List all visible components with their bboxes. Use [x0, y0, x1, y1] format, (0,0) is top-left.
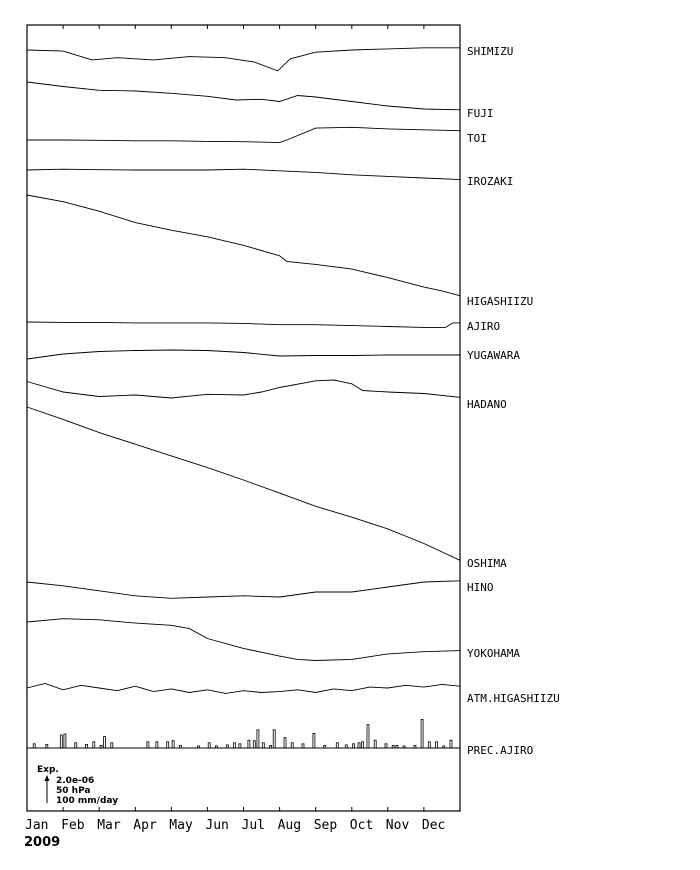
legend-pressure-scale: 50 hPa [56, 786, 91, 796]
series-label-irozaki: IROZAKI [467, 175, 514, 188]
trace-shimizu [27, 48, 460, 71]
precip-bar [208, 743, 210, 748]
plot-frame [27, 25, 460, 811]
precip-bar [336, 743, 338, 748]
precip-bar [172, 741, 174, 748]
traces-group [27, 48, 460, 694]
trace-hadano [27, 380, 460, 398]
legend-heading: Exp. [37, 765, 59, 775]
trace-ajiro [27, 322, 460, 327]
series-label-prec-ajiro: PREC.AJIRO [467, 744, 534, 757]
precip-bar [436, 742, 438, 748]
precip-bar [273, 730, 275, 748]
month-label-nov: Nov [385, 818, 410, 833]
series-label-ajiro: AJIRO [467, 320, 501, 333]
month-label-mar: Mar [97, 818, 121, 833]
month-label-dec: Dec [421, 818, 446, 833]
series-label-fuji: FUJI [467, 107, 494, 120]
legend-precip-scale: 100 mm/day [56, 796, 119, 806]
precip-bar [239, 744, 241, 748]
precip-bar [403, 746, 405, 748]
month-label-oct: Oct [349, 818, 374, 833]
precip-bar [374, 740, 376, 748]
month-label-jan: Jan [25, 818, 49, 833]
month-label-may: May [169, 818, 193, 833]
precip-bar [167, 742, 169, 748]
legend-arrow-head [45, 775, 50, 781]
precip-bar [86, 744, 88, 748]
scale-legend [37, 765, 118, 806]
precip-bar [262, 743, 264, 748]
precip-bar [104, 737, 106, 748]
year-label: 2009 [24, 835, 61, 850]
precip-bar [385, 744, 387, 748]
precip-bar [358, 743, 360, 748]
precip-bar [234, 743, 236, 748]
month-label-feb: Feb [61, 818, 85, 833]
precip-bar [46, 744, 48, 748]
precip-bar [197, 746, 199, 748]
precip-bar [75, 743, 77, 748]
precip-bar [302, 744, 304, 748]
precip-bar [111, 743, 113, 748]
precip-bar [414, 745, 416, 748]
series-label-hadano: HADANO [467, 398, 507, 411]
trace-oshima [27, 407, 460, 560]
precip-bar [396, 745, 398, 748]
precip-bar [421, 719, 423, 748]
series-label-hino: HINO [467, 581, 494, 594]
precip-bar [147, 742, 149, 748]
series-labels-group [467, 45, 560, 757]
month-label-aug: Aug [277, 818, 302, 833]
trace-irozaki [27, 169, 460, 179]
precip-bar [291, 743, 293, 748]
precip-bar [324, 745, 326, 748]
precip-bar [248, 740, 250, 748]
series-label-higashiizu: HIGASHIIZU [467, 295, 534, 308]
precip-bar [270, 745, 272, 748]
trace-yugawara [27, 350, 460, 359]
trace-yokohama [27, 619, 460, 661]
precip-bar [257, 730, 259, 748]
precip-bar [367, 725, 369, 748]
trace-hino [27, 581, 460, 599]
series-label-toi: TOI [467, 132, 487, 145]
series-label-shimizu: SHIMIZU [467, 45, 514, 58]
series-label-atm-higashiizu: ATM.HIGASHIIZU [467, 692, 560, 705]
trace-higashiizu [27, 195, 460, 296]
precip-bar [60, 735, 62, 748]
precip-bar [33, 744, 35, 748]
precip-bar [156, 742, 158, 748]
precip-bar [100, 745, 102, 748]
precip-bar [179, 745, 181, 748]
precip-bar [313, 733, 315, 748]
precip-bar [353, 744, 355, 748]
precipitation-group [27, 719, 460, 748]
precip-bar [284, 738, 286, 748]
precip-bar [64, 734, 66, 748]
precip-bar [443, 746, 445, 748]
trace-toi [27, 127, 460, 142]
precip-bar [362, 742, 364, 748]
precip-bar [253, 741, 255, 748]
trace-fuji [27, 82, 460, 110]
month-label-jul: Jul [241, 818, 265, 833]
trace-atm-higashiizu [27, 684, 460, 694]
month-label-sep: Sep [313, 818, 338, 833]
precip-bar [428, 742, 430, 748]
series-label-yugawara: YUGAWARA [467, 349, 520, 362]
series-label-oshima: OSHIMA [467, 557, 507, 570]
precip-bar [93, 742, 95, 748]
month-label-jun: Jun [205, 818, 229, 833]
precip-bar [392, 745, 394, 748]
month-label-apr: Apr [133, 818, 157, 833]
series-label-yokohama: YOKOHAMA [467, 647, 520, 660]
legend-strain-scale: 2.0e-06 [56, 776, 95, 786]
precip-bar [450, 740, 452, 748]
precip-bar [215, 746, 217, 748]
